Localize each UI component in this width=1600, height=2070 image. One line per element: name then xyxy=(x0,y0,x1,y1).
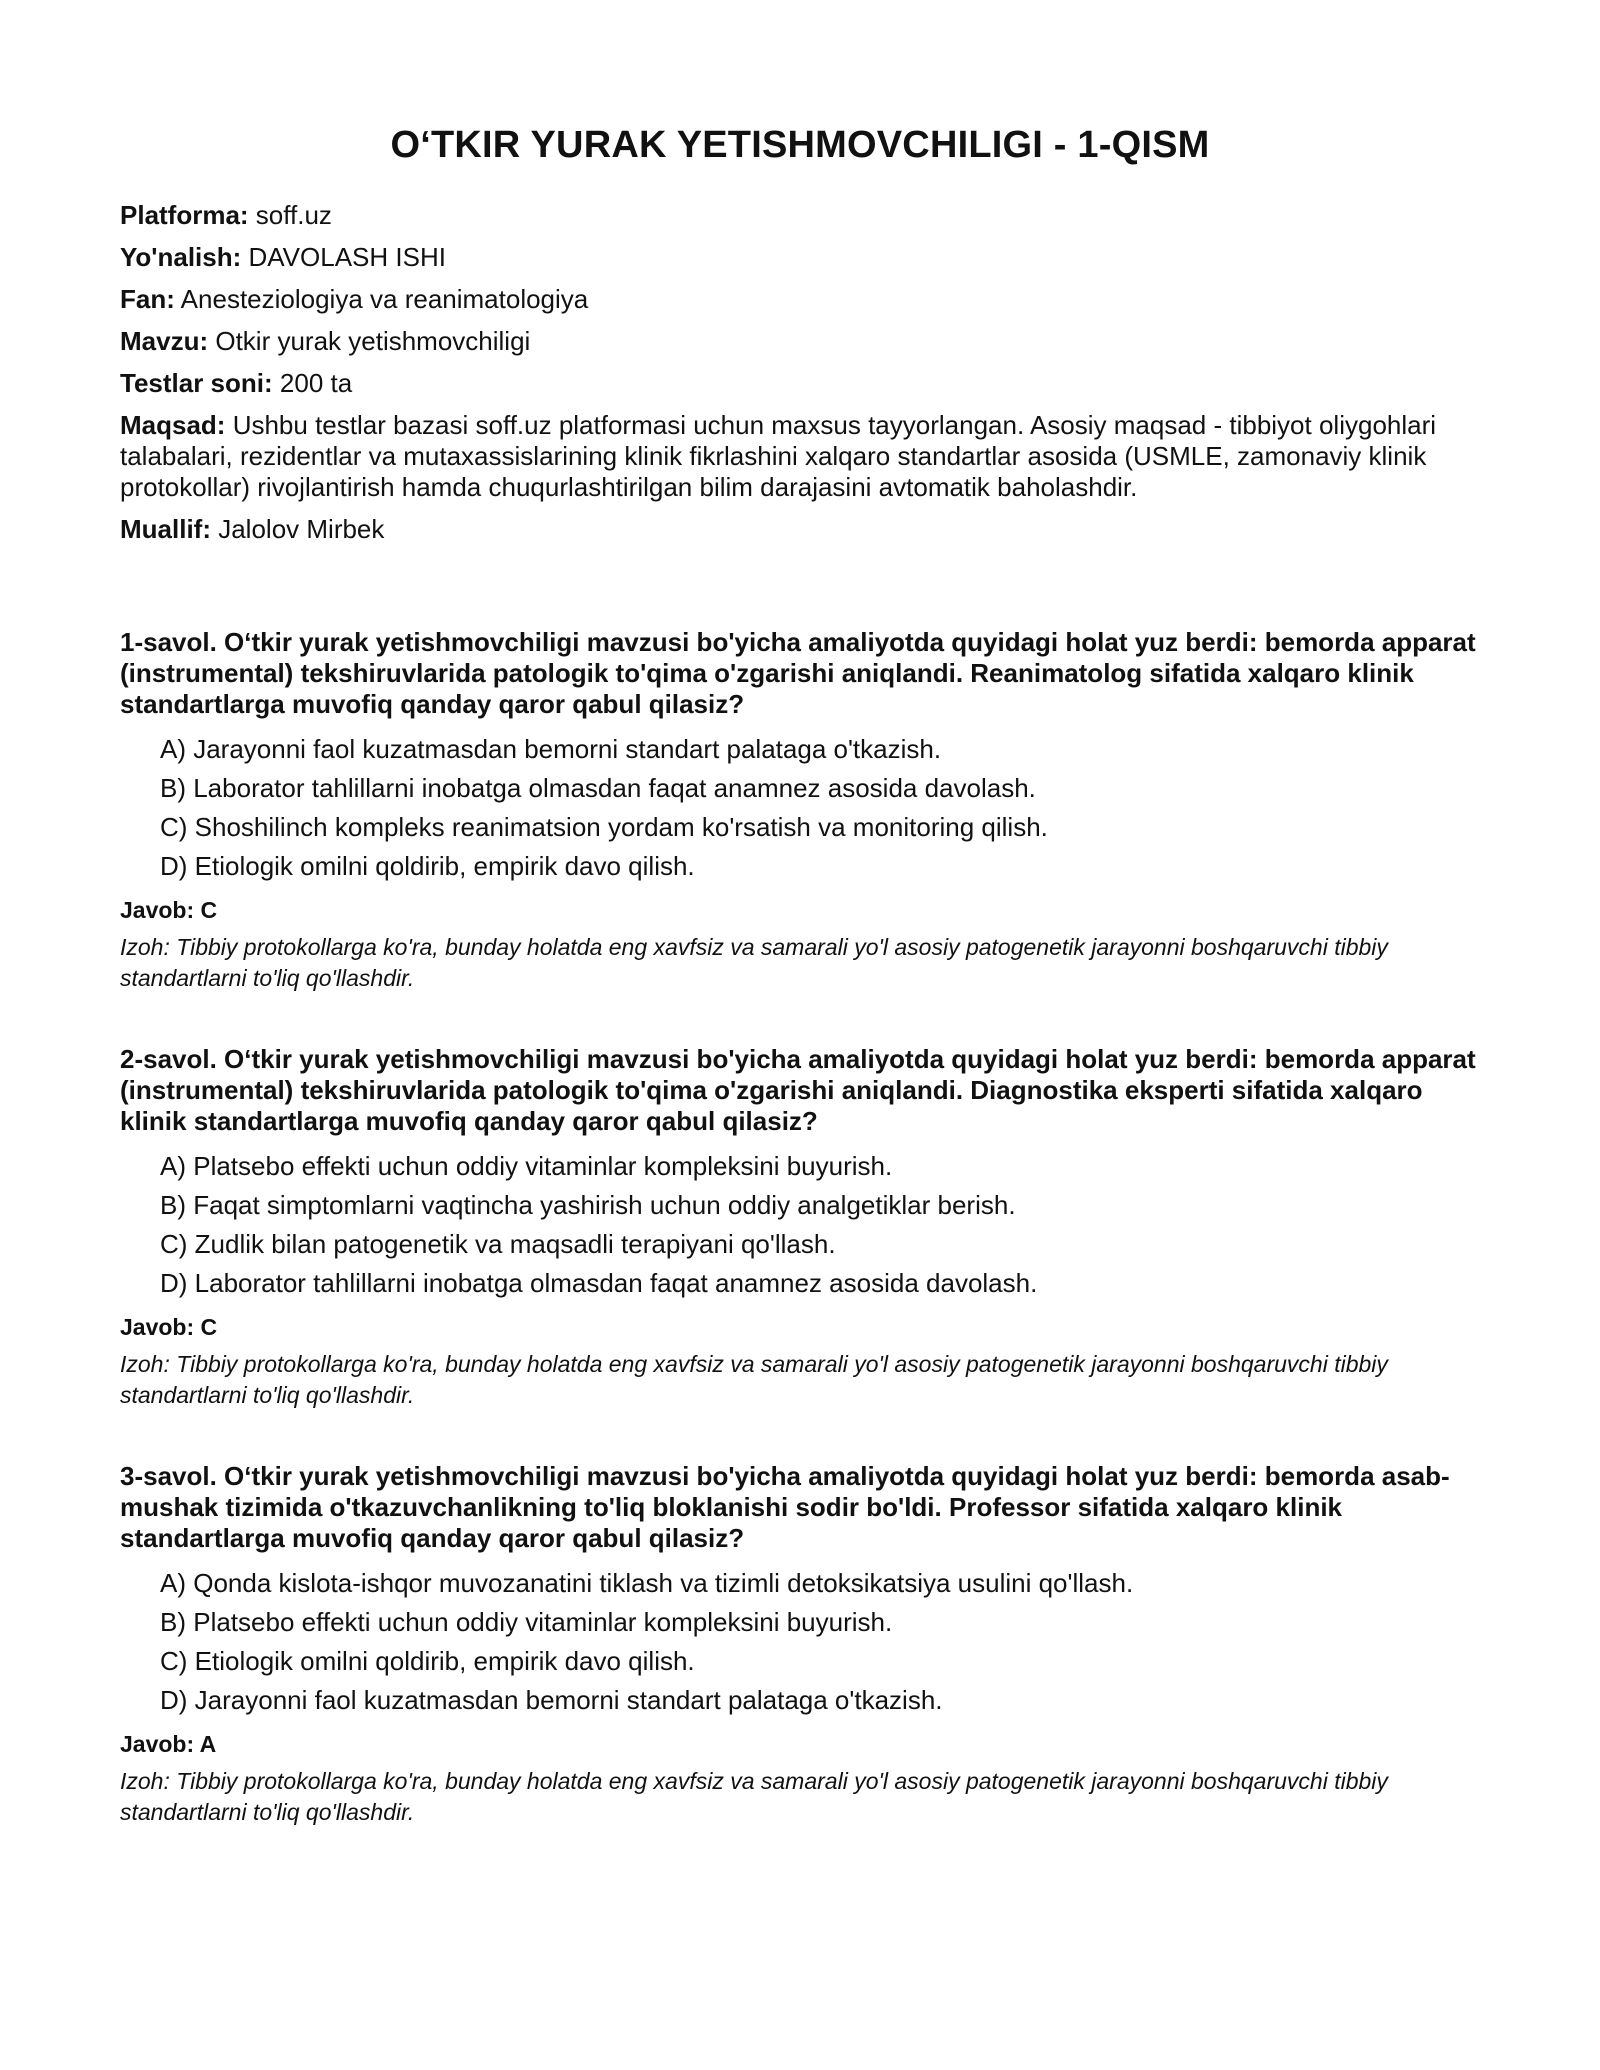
meta-subject xyxy=(120,284,1480,315)
meta-value: soff.uz xyxy=(248,200,332,230)
option-a: A) Platsebo effekti uchun oddiy vitaminlar kompleksini buyurish. xyxy=(160,1151,893,1181)
meta-value: Otkir yurak yetishmovchiligi xyxy=(208,326,531,356)
option-c: C) Shoshilinch kompleks reanimatsion yordam ko'rsatish va monitoring qilish. xyxy=(160,812,1048,842)
option-d: D) Laborator tahlillarni inobatga olmasdan faqat anamnez asosida davolash. xyxy=(160,1268,1038,1298)
meta-purpose xyxy=(120,410,1480,503)
question-text: 1-savol. O‘tkir yurak yetishmovchiligi mavzusi bo'yicha amaliyotda quyidagi holat yuz berdi: bemorda apparat (instrumental) tekshiruvlarida patologik to'qima o'zgarishi aniqlandi. Reanimatolog sifatida xalqaro klinik standartlarga muvofiq qanday qaror qabul qilasiz? xyxy=(120,627,1476,719)
option-d: D) Etiologik omilni qoldirib, empirik davo qilish. xyxy=(160,851,695,881)
answer-options xyxy=(120,734,1480,882)
meta-value: Jalolov Mirbek xyxy=(211,514,385,544)
meta-value: DAVOLASH ISHI xyxy=(241,242,446,272)
meta-value: Ushbu testlar bazasi soff.uz platformasi uchun maxsus tayyorlangan. Asosiy maqsad - tibbiyot oliygohlari talabalari, rezidentlar va mutaxassislarining klinik fikrlashini xalqaro standartlar asosida (USMLE, zamonaviy klinik protokollar) rivojlantirish hamda chuqurlashtirilgan bilim darajasini avtomatik baholashdir. xyxy=(120,410,1437,502)
meta-platform xyxy=(120,200,1480,231)
meta-key: Maqsad: xyxy=(120,410,226,440)
option-b: B) Faqat simptomlarni vaqtincha yashirish uchun oddiy analgetiklar berish. xyxy=(160,1190,1016,1220)
question-2 xyxy=(120,1044,1480,1411)
question-text: 2-savol. O‘tkir yurak yetishmovchiligi mavzusi bo'yicha amaliyotda quyidagi holat yuz berdi: bemorda apparat (instrumental) tekshiruvlarida patologik to'qima o'zgarishi aniqlandi. Diagnostika eksperti sifatida xalqaro klinik standartlarga muvofiq qanday qaror qabul qilasiz? xyxy=(120,1044,1476,1136)
meta-key: Mavzu: xyxy=(120,326,209,356)
correct-answer: Javob: C xyxy=(120,1314,218,1340)
meta-author xyxy=(120,514,1480,545)
option-b: B) Platsebo effekti uchun oddiy vitaminlar kompleksini buyurish. xyxy=(160,1607,893,1637)
meta-direction xyxy=(120,242,1480,273)
answer-explanation: Izoh: Tibbiy protokollarga ko'ra, bunday holatda eng xavfsiz va samarali yo'l asosiy patogenetik jarayonni boshqaruvchi tibbiy standartlarni to'liq qo'llashdir. xyxy=(120,1351,1388,1408)
option-c: C) Etiologik omilni qoldirib, empirik davo qilish. xyxy=(160,1646,695,1676)
option-c: C) Zudlik bilan patogenetik va maqsadli terapiyani qo'llash. xyxy=(160,1229,836,1259)
answer-options xyxy=(120,1151,1480,1299)
option-a: A) Jarayonni faol kuzatmasdan bemorni standart palataga o'tkazish. xyxy=(160,734,942,764)
question-1 xyxy=(120,627,1480,994)
option-a: A) Qonda kislota-ishqor muvozanatini tiklash va tizimli detoksikatsiya usulini qo'llash. xyxy=(160,1568,1134,1598)
meta-key: Testlar soni: xyxy=(120,368,273,398)
meta-value: 200 ta xyxy=(272,368,353,398)
option-b: B) Laborator tahlillarni inobatga olmasdan faqat anamnez asosida davolash. xyxy=(160,773,1036,803)
answer-options xyxy=(120,1568,1480,1716)
meta-key: Platforma: xyxy=(120,200,249,230)
meta-test-count xyxy=(120,368,1480,399)
meta-key: Yo'nalish: xyxy=(120,242,242,272)
meta-value: Anesteziologiya va reanimatologiya xyxy=(174,284,589,314)
correct-answer: Javob: C xyxy=(120,897,218,923)
question-text: 3-savol. O‘tkir yurak yetishmovchiligi mavzusi bo'yicha amaliyotda quyidagi holat yuz berdi: bemorda asab-mushak tizimida o'tkazuvchanlikning to'liq bloklanishi sodir bo'ldi. Professor sifatida xalqaro klinik standartlarga muvofiq qanday qaror qabul qilasiz? xyxy=(120,1461,1450,1553)
answer-explanation: Izoh: Tibbiy protokollarga ko'ra, bunday holatda eng xavfsiz va samarali yo'l asosiy patogenetik jarayonni boshqaruvchi tibbiy standartlarni to'liq qo'llashdir. xyxy=(120,934,1388,991)
meta-key: Muallif: xyxy=(120,514,211,544)
question-3 xyxy=(120,1461,1480,1828)
correct-answer: Javob: A xyxy=(120,1731,217,1757)
answer-explanation: Izoh: Tibbiy protokollarga ko'ra, bunday holatda eng xavfsiz va samarali yo'l asosiy patogenetik jarayonni boshqaruvchi tibbiy standartlarni to'liq qo'llashdir. xyxy=(120,1768,1388,1825)
meta-key: Fan: xyxy=(120,284,175,314)
document-metadata xyxy=(120,200,1480,545)
document-title: O‘TKIR YURAK YETISHMOVCHILIGI - 1-QISM xyxy=(390,124,1210,166)
document-page xyxy=(120,0,1480,1828)
option-d: D) Jarayonni faol kuzatmasdan bemorni standart palataga o'tkazish. xyxy=(160,1685,943,1715)
meta-topic xyxy=(120,326,1480,357)
